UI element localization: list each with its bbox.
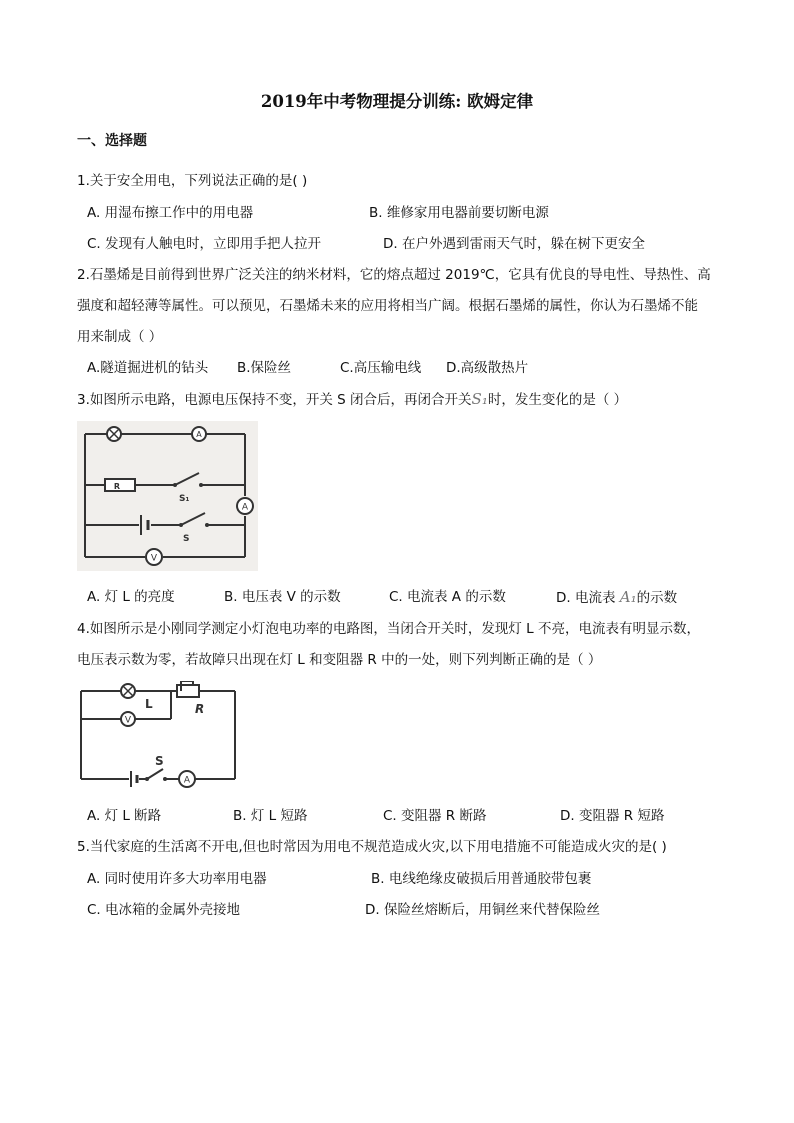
q1-option-b: B. 维修家用电器前要切断电源 (369, 205, 549, 221)
q2-stem-line-3: 用来制成（ ） (77, 329, 163, 345)
q5-option-c: C. 电冰箱的金属外壳接地 (87, 902, 241, 918)
q2-option-a: A.隧道掘进机的钻头 (87, 360, 209, 376)
q4-option-b: B. 灯 L 短路 (233, 808, 308, 824)
q3-option-c: C. 电流表 A 的示数 (389, 589, 506, 605)
q2-option-b: B.保险丝 (237, 360, 292, 376)
switch-s1-symbol: S₁ (471, 390, 488, 408)
q4-stem-line-1: 4.如图所示是小刚同学测定小灯泡电功率的电路图，当闭合开关时，发现灯 L 不亮，电流表有明显示数， (77, 621, 700, 637)
circuit-figure-q4 (77, 681, 239, 791)
switch-s1-label: S₁ (179, 494, 190, 504)
resistor-label: R (113, 482, 121, 491)
voltmeter-label: V (150, 553, 158, 564)
q4-option-d: D. 变阻器 R 短路 (560, 808, 665, 824)
q1-option-a: A. 用湿布擦工作中的用电器 (87, 205, 254, 221)
q3-stem-before: 3.如图所示电路，电源电压保持不变，开关 S 闭合后，再闭合开关 (77, 392, 472, 408)
q3-option-d (556, 588, 677, 607)
switch-s-label: S (183, 534, 190, 544)
q2-option-c: C.高压输电线 (340, 360, 422, 376)
q3-option-d-after: 的示数 (636, 590, 678, 606)
q1-option-c: C. 发现有人触电时，立即用手把人拉开 (87, 236, 322, 252)
q4-option-c: C. 变阻器 R 断路 (383, 808, 487, 824)
voltmeter-label: V (124, 715, 132, 726)
q2-stem-line-1: 2.石墨烯是目前得到世界广泛关注的纳米材料，它的熔点超过 2019℃，它具有优良的导电性、导热性、高 (77, 267, 711, 283)
ammeter-a1-symbol: A₁ (619, 588, 637, 606)
q3-option-a: A. 灯 L 的亮度 (87, 589, 175, 605)
switch-label: S (155, 754, 164, 768)
q5-option-d: D. 保险丝熔断后，用铜丝来代替保险丝 (365, 902, 600, 918)
ammeter-label: A (183, 775, 191, 786)
q1-option-d: D. 在户外遇到雷雨天气时，躲在树下更安全 (383, 236, 645, 252)
svg-text:A: A (196, 430, 202, 439)
ammeter-a-label: A (241, 502, 249, 513)
section-heading: 一、选择题 (77, 133, 147, 149)
q4-stem-line-2: 电压表示数为零，若故障只出现在灯 L 和变阻器 R 中的一处，则下列判断正确的是（ ） (77, 652, 602, 668)
q3-stem-after: 时，发生变化的是（ ） (487, 392, 628, 408)
q2-option-d: D.高级散热片 (446, 360, 529, 376)
q5-option-b: B. 电线绝缘皮破损后用普通胶带包裹 (371, 871, 592, 887)
q1-stem: 1.关于安全用电，下列说法正确的是( ) (77, 173, 308, 189)
document-title: 2019年中考物理提分训练: 欧姆定律 (260, 92, 534, 111)
lamp-label: L (145, 697, 153, 711)
q5-option-a: A. 同时使用许多大功率用电器 (87, 871, 267, 887)
q4-option-a: A. 灯 L 断路 (87, 808, 162, 824)
q5-stem: 5.当代家庭的生活离不开电,但也时常因为用电不规范造成火灾,以下用电措施不可能造成火灾的是( ) (77, 839, 667, 855)
q3-stem (77, 390, 627, 409)
q3-option-d-label: D. 电流表 (556, 590, 616, 606)
q2-stem-line-2: 强度和超轻薄等属性。可以预见，石墨烯未来的应用将相当广阔。根据石墨烯的属性，你认为石墨烯不能 (77, 298, 698, 314)
rheostat-label: R (195, 702, 205, 716)
q3-option-b: B. 电压表 V 的示数 (224, 589, 341, 605)
circuit-figure-q3 (77, 421, 258, 571)
